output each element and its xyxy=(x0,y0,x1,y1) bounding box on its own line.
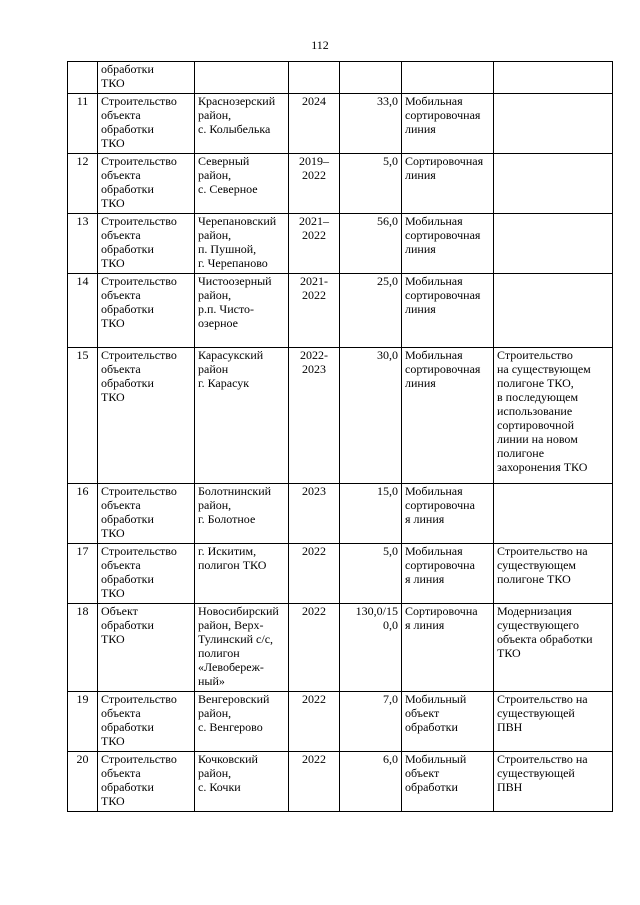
location-cell: Краснозерский район, с. Колыбелька xyxy=(195,94,289,154)
location-cell: Венгеровский район, с. Венгерово xyxy=(195,692,289,752)
table-row xyxy=(68,214,613,274)
location-cell: Северный район, с. Северное xyxy=(195,154,289,214)
location-cell: Болотнинский район, г. Болотное xyxy=(195,484,289,544)
row-number: 18 xyxy=(68,604,98,692)
capacity-cell: 33,0 xyxy=(340,94,402,154)
note-cell xyxy=(494,154,613,214)
row-number: 20 xyxy=(68,752,98,812)
capacity-cell: 56,0 xyxy=(340,214,402,274)
objects-table xyxy=(67,61,613,812)
object-cell: Объект обработки ТКО xyxy=(98,604,195,692)
table-row xyxy=(68,62,613,94)
row-number: 16 xyxy=(68,484,98,544)
note-cell xyxy=(494,94,613,154)
type-cell: Мобильная сортировочна я линия xyxy=(402,544,494,604)
location-cell xyxy=(195,62,289,94)
type-cell xyxy=(402,62,494,94)
object-cell: Строительство объекта обработки ТКО xyxy=(98,274,195,348)
note-cell xyxy=(494,274,613,348)
location-cell: Черепановский район, п. Пушной, г. Черепаново xyxy=(195,214,289,274)
type-cell: Сортировочная линия xyxy=(402,154,494,214)
location-cell: Чистоозерный район, р.п. Чисто- озерное xyxy=(195,274,289,348)
year-cell: 2022 xyxy=(289,692,340,752)
object-cell: Строительство объекта обработки ТКО xyxy=(98,752,195,812)
capacity-cell: 6,0 xyxy=(340,752,402,812)
object-cell: Строительство объекта обработки ТКО xyxy=(98,154,195,214)
capacity-cell: 5,0 xyxy=(340,544,402,604)
row-number: 14 xyxy=(68,274,98,348)
year-cell: 2023 xyxy=(289,484,340,544)
note-cell xyxy=(494,62,613,94)
table-row xyxy=(68,604,613,692)
note-cell: Строительство на существующем полигоне ТКО, в последующем использование сортировочной линии на новом полигоне захоронения ТКО xyxy=(494,348,613,484)
note-cell: Модернизация существующего объекта обработки ТКО xyxy=(494,604,613,692)
row-number xyxy=(68,62,98,94)
capacity-cell: 5,0 xyxy=(340,154,402,214)
year-cell: 2024 xyxy=(289,94,340,154)
year-cell xyxy=(289,62,340,94)
type-cell: Сортировочна я линия xyxy=(402,604,494,692)
page-number: 112 xyxy=(311,38,329,52)
table-row xyxy=(68,752,613,812)
location-cell: г. Искитим, полигон ТКО xyxy=(195,544,289,604)
note-cell: Строительство на существующем полигоне ТКО xyxy=(494,544,613,604)
row-number: 17 xyxy=(68,544,98,604)
year-cell: 2021– 2022 xyxy=(289,214,340,274)
type-cell: Мобильный объект обработки xyxy=(402,692,494,752)
object-cell: Строительство объекта обработки ТКО xyxy=(98,484,195,544)
note-cell xyxy=(494,484,613,544)
row-number: 12 xyxy=(68,154,98,214)
location-cell: Новосибирский район, Верх- Тулинский с/с, полигон «Левобереж- ный» xyxy=(195,604,289,692)
object-cell: Строительство объекта обработки ТКО xyxy=(98,94,195,154)
table-row xyxy=(68,484,613,544)
year-cell: 2022 xyxy=(289,604,340,692)
row-number: 11 xyxy=(68,94,98,154)
note-cell xyxy=(494,214,613,274)
note-cell: Строительство на существующей ПВН xyxy=(494,692,613,752)
object-cell: Строительство объекта обработки ТКО xyxy=(98,692,195,752)
year-cell: 2022 xyxy=(289,544,340,604)
capacity-cell: 30,0 xyxy=(340,348,402,484)
capacity-cell xyxy=(340,62,402,94)
table-row xyxy=(68,544,613,604)
location-cell: Кочковский район, с. Кочки xyxy=(195,752,289,812)
type-cell: Мобильная сортировочная линия xyxy=(402,274,494,348)
type-cell: Мобильная сортировочна я линия xyxy=(402,484,494,544)
table-row xyxy=(68,94,613,154)
table-row xyxy=(68,274,613,348)
type-cell: Мобильный объект обработки xyxy=(402,752,494,812)
object-cell: Строительство объекта обработки ТКО xyxy=(98,214,195,274)
year-cell: 2022 xyxy=(289,752,340,812)
location-cell: Карасукский район г. Карасук xyxy=(195,348,289,484)
year-cell: 2022- 2023 xyxy=(289,348,340,484)
year-cell: 2021- 2022 xyxy=(289,274,340,348)
table-row xyxy=(68,692,613,752)
object-cell: Строительство объекта обработки ТКО xyxy=(98,348,195,484)
row-number: 13 xyxy=(68,214,98,274)
table-row xyxy=(68,348,613,484)
year-cell: 2019– 2022 xyxy=(289,154,340,214)
table-row xyxy=(68,154,613,214)
row-number: 19 xyxy=(68,692,98,752)
type-cell: Мобильная сортировочная линия xyxy=(402,94,494,154)
type-cell: Мобильная сортировочная линия xyxy=(402,214,494,274)
capacity-cell: 25,0 xyxy=(340,274,402,348)
object-cell: Строительство объекта обработки ТКО xyxy=(98,544,195,604)
capacity-cell: 7,0 xyxy=(340,692,402,752)
object-cell: обработки ТКО xyxy=(98,62,195,94)
capacity-cell: 130,0/15 0,0 xyxy=(340,604,402,692)
note-cell: Строительство на существующей ПВН xyxy=(494,752,613,812)
type-cell: Мобильная сортировочная линия xyxy=(402,348,494,484)
capacity-cell: 15,0 xyxy=(340,484,402,544)
row-number: 15 xyxy=(68,348,98,484)
